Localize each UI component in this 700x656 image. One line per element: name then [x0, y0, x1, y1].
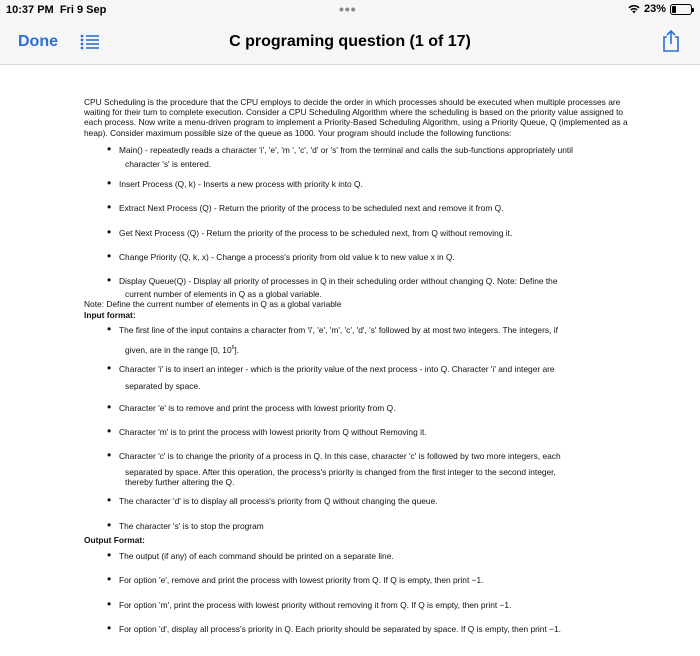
bullet-icon: • [107, 273, 112, 288]
navigation-bar [0, 22, 700, 65]
bullet-icon: • [107, 399, 112, 414]
list-item: • Character 'i' is to insert an integer - which is the priority value of the next process - into Q. Character 'i' and integer are separated by space. [107, 361, 555, 392]
status-right [628, 3, 692, 15]
function-list [84, 141, 632, 300]
bullet-icon: • [107, 548, 112, 563]
status-time: 10:37 PM Fri 9 Sep [6, 4, 107, 16]
wifi-icon [628, 4, 640, 14]
list-item: • Display Queue(Q) - Display all priority of processes in Q in their scheduling order without changing Q. Note: Define the current number of elements in Q as a global variable. [107, 273, 558, 300]
input-format-list [84, 321, 632, 532]
list-item: • For option 'd', display all process's priority in Q. Each priority should be separated by space. If Q is empty, then print −1. [107, 620, 561, 635]
list-item: • Change Priority (Q, k, x) - Change a process's priority from old value k to new value x in Q. [107, 248, 455, 263]
list-item: • Extract Next Process (Q) - Return the priority of the process to be scheduled next and remove it from Q. [107, 200, 504, 215]
intro-paragraph: CPU Scheduling is the procedure that the CPU employs to decide the order in which processes should be executed when multiple processes are waiting for their turn to complete execution. Consider a CPU Scheduling Algorithm where the scheduling is based on the priority value assigned to each process. Now write a menu-driven program to implement a Priority-Based Scheduling Algorithm, using a Priority Queue, Q (implemented as a heap). Consider maximum possible size of the queue as 1000. Your program should include the following functions: [84, 97, 628, 138]
question-document [84, 97, 632, 634]
multitasking-dots[interactable]: ••• [339, 1, 357, 17]
bullet-icon: • [107, 321, 112, 336]
output-format-list [84, 548, 632, 635]
bullet-icon: • [107, 248, 112, 263]
bullet-icon: • [107, 361, 112, 376]
list-item: • The character 's' is to stop the program [107, 517, 264, 532]
bullet-icon: • [107, 423, 112, 438]
bullet-icon: • [107, 224, 112, 239]
bullet-icon: • [107, 620, 112, 635]
input-format-heading: Input format: [84, 309, 136, 320]
list-item: • The output (if any) of each command should be printed on a separate line. [107, 548, 394, 563]
bullet-icon: • [107, 141, 112, 156]
list-item: • Insert Process (Q, k) - Inserts a new process with priority k into Q. [107, 176, 363, 191]
list-item: • For option 'e', remove and print the process with lowest priority from Q. If Q is empty, then print −1. [107, 572, 484, 587]
list-item: • Character 'm' is to print the process with lowest priority from Q without Removing it. [107, 423, 427, 438]
battery-icon [670, 4, 692, 15]
list-item: • Main() - repeatedly reads a character 'i', 'e', 'm ', 'c', 'd' or 's' from the terminal and calls the sub-functions appropriately until character 's' is entered. [107, 141, 573, 170]
list-item: • Character 'e' is to remove and print the process with lowest priority from Q. [107, 399, 396, 414]
status-bar [0, 0, 700, 22]
list-item: • Character 'c' is to change the priority of a process in Q. In this case, character 'c' is followed by two more integers, each separated by space. After this operation, the process's priority is changed from the first integer to the second integer, thereby further altering the Q. [107, 448, 561, 488]
bullet-icon: • [107, 517, 112, 532]
page-title: C programing question (1 of 17) [229, 33, 471, 50]
bullet-icon: • [107, 572, 112, 587]
share-icon[interactable] [662, 29, 680, 58]
list-item: • The first line of the input contains a character from 'i', 'e', 'm', 'c', 'd', 's' followed by at most two integers. The integers, if given, are in the range [0, $10^6$]. [107, 321, 558, 356]
battery-percent: 23% [643, 3, 666, 15]
list-item: • The character 'd' is to display all process's priority from Q without changing the queue. [107, 492, 438, 507]
list-item: • Get Next Process (Q) - Return the priority of the process to be scheduled next, from Q without removing it. [107, 224, 513, 239]
bullet-icon: • [107, 200, 112, 215]
output-format-heading: Output Format: [84, 535, 145, 546]
bullet-icon: • [107, 492, 112, 507]
bullet-icon: • [107, 596, 112, 611]
bullet-icon: • [107, 448, 112, 463]
note-text: Note: Define the current number of elements in Q as a global variable [84, 299, 342, 310]
bullet-icon: • [107, 176, 112, 191]
list-item: • For option 'm', print the process with lowest priority without removing it from Q. If Q is empty, then print −1. [107, 596, 512, 611]
done-button[interactable]: Done [18, 33, 58, 50]
